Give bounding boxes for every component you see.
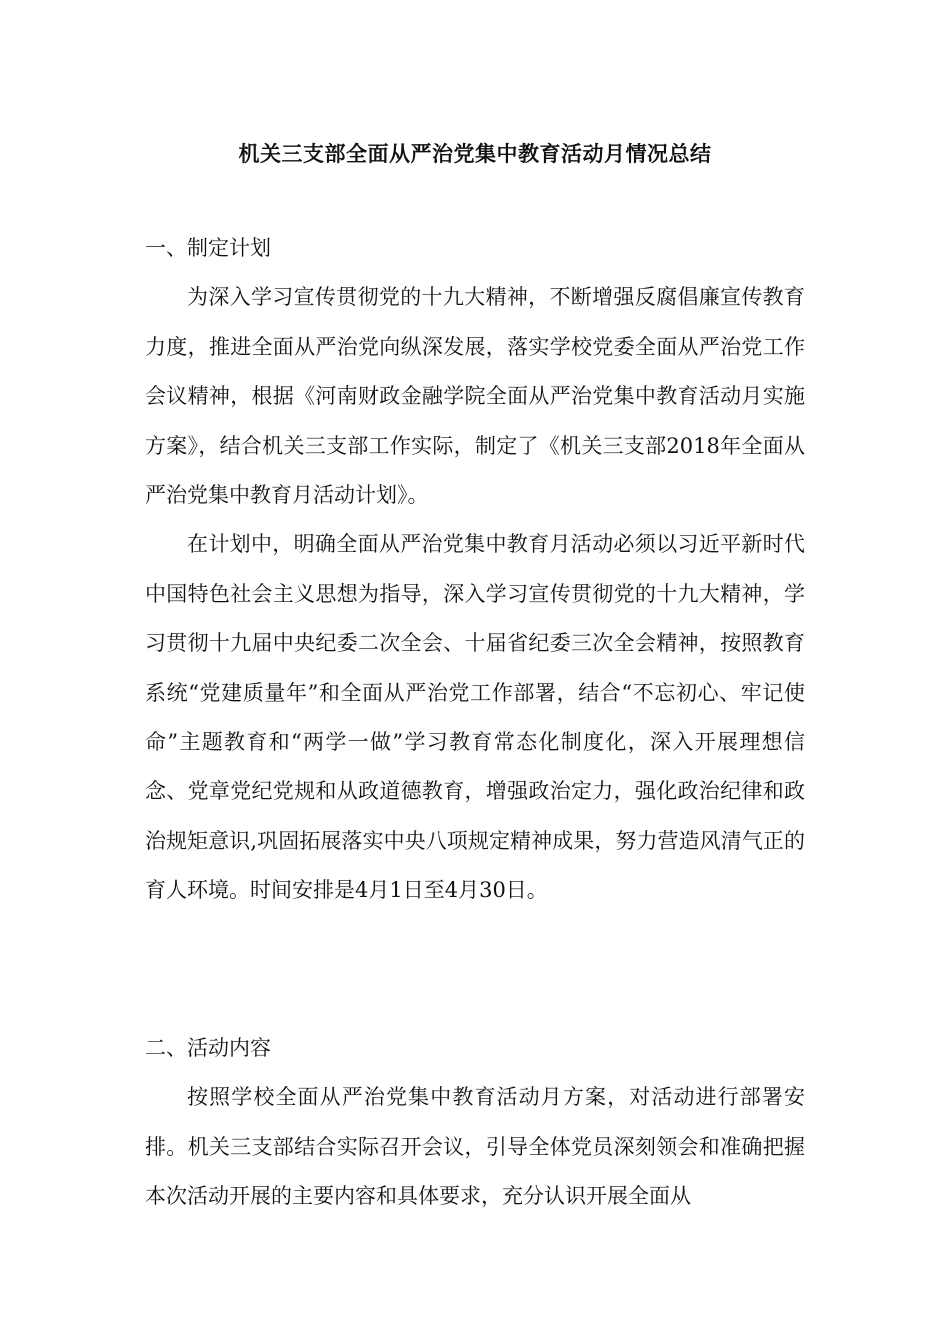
- paragraph: 按照学校全面从严治党集中教育活动月方案，对活动进行部署安排。机关三支部结合实际召开会议，引导全体党员深刻领会和准确把握本次活动开展的主要内容和具体要求，充分认识开展全面从: [145, 1085, 805, 1209]
- paragraph: 在计划中，明确全面从严治党集中教育月活动必须以习近平新时代中国特色社会主义思想为指导，深入学习宣传贯彻党的十九大精神，学习贯彻十九届中央纪委二次全会、十届省纪委三次全会精神，按照教育系统“党建质量年”和全面从严治党工作部署，结合“不忘初心、牢记使命”主题教育和“两学一做”学习教育常态化制度化，深入开展理想信念、党章党纪党规和从政道德教育，增强政治定力，强化政治纪律和政治规矩意识,巩固拓展落实中央八项规定精神成果，努力营造风清气正的育人环境。时间安排是4月1日至4月30日。: [145, 532, 805, 903]
- section-plan: [145, 224, 805, 916]
- section-heading: 二、活动内容: [145, 1036, 271, 1060]
- section-heading: 一、制定计划: [145, 236, 271, 260]
- section-activities: [145, 1024, 805, 1222]
- document-title: 机关三支部全面从严治党集中教育活动月情况总结: [238, 141, 712, 166]
- paragraph: 为深入学习宣传贯彻党的十九大精神，不断增强反腐倡廉宣传教育力度，推进全面从严治党向纵深发展，落实学校党委全面从严治党工作会议精神，根据《河南财政金融学院全面从严治党集中教育活动月实施方案》，结合机关三支部工作实际，制定了《机关三支部2018年全面从严治党集中教育月活动计划》。: [145, 285, 805, 508]
